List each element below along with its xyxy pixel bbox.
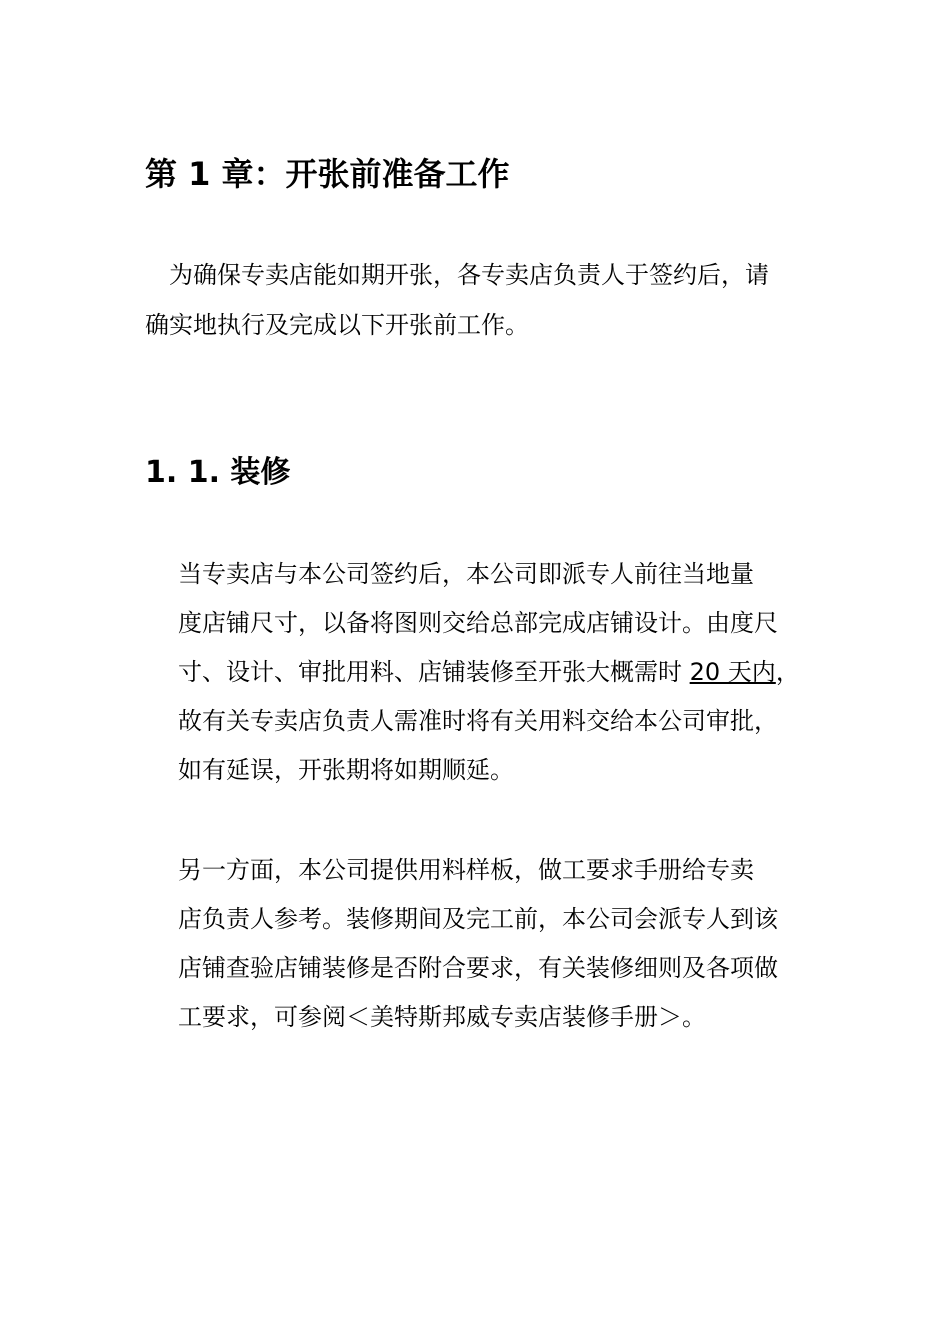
- paragraph-line: [178, 648, 838, 697]
- paragraph-line: 另一方面，本公司提供用料样板，做工要求手册给专卖: [178, 856, 754, 884]
- intro-line: 确实地执行及完成以下开张前工作。: [145, 311, 529, 339]
- chapter-title: 第 1 章：开张前准备工作: [145, 155, 510, 193]
- paragraph-line: 工要求，可参阅＜美特斯邦威专卖店装修手册＞。: [178, 1003, 706, 1031]
- paragraph-line: 如有延误，开张期将如期顺延。: [178, 756, 514, 784]
- underlined-duration: 20 天内: [689, 658, 776, 686]
- intro-paragraph: [145, 250, 825, 350]
- paragraph-line: 店铺查验店铺装修是否附合要求，有关装修细则及各项做: [178, 954, 778, 982]
- paragraph-line: 故有关专卖店负责人需准时将有关用料交给本公司审批，: [178, 707, 778, 735]
- paragraph-line: 度店铺尺寸，以备将图则交给总部完成店铺设计。由度尺: [178, 609, 778, 637]
- section-title: 1. 1. 装修: [145, 455, 291, 490]
- paragraph-line: 当专卖店与本公司签约后，本公司即派专人前往当地量: [178, 560, 754, 588]
- paragraph-text: ，: [775, 658, 800, 686]
- samples-paragraph: [178, 846, 838, 1042]
- paragraph-text: 寸、设计、审批用料、店铺装修至开张大概需时: [178, 658, 690, 686]
- paragraph-line: 店负责人参考。装修期间及完工前，本公司会派专人到该: [178, 905, 778, 933]
- intro-line: 为确保专卖店能如期开张，各专卖店负责人于签约后，请: [145, 261, 769, 289]
- renovation-paragraph: [178, 550, 838, 795]
